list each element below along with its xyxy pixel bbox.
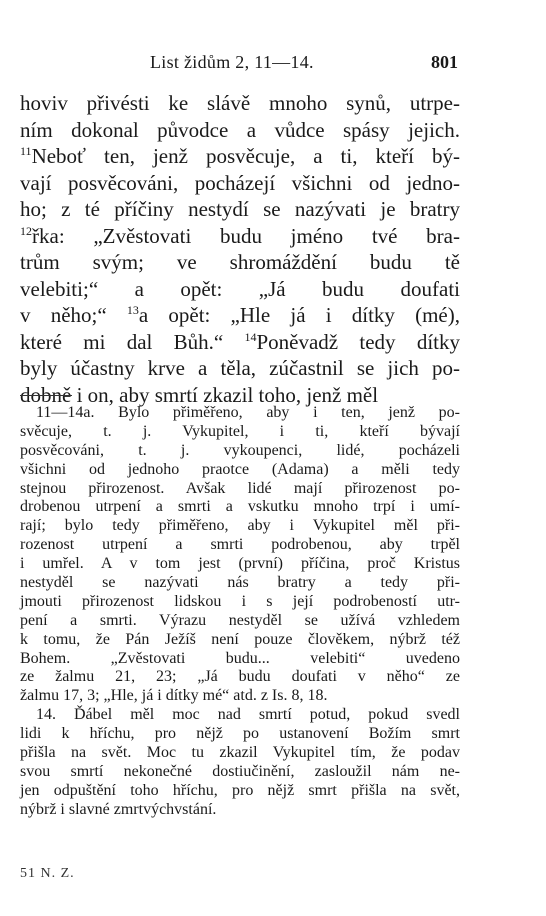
- footnote-line: lidi k hříchu, pro nějž po ustanovení Božím smrt: [20, 725, 460, 743]
- footnote-line: svěcuje, t. j. Vykupitel, i ti, kteří bývají: [20, 422, 460, 440]
- footnote-line: 11—14a. Bylo přiměřeno, aby i ten, jenž po-: [36, 404, 460, 421]
- main-text-line: velebiti;“ a opět: „Já budu doufati: [20, 276, 460, 301]
- footnote-line: drobenou utrpení a smrti a vskutku mnoho trpí i umí-: [20, 498, 460, 516]
- footnotes: [20, 404, 460, 820]
- page-header: [0, 52, 546, 74]
- main-text: [20, 90, 460, 408]
- footnote-line: pení a smrti. Výrazu nestyděl se užívá vzhledem: [20, 611, 460, 629]
- footnote-line: jen odpuštění toho hříchu, pro nějž smrt přišla na svět,: [20, 781, 460, 799]
- verse-number: 14: [244, 329, 257, 344]
- main-text-line: byly účastny krve a těla, zúčastnil se jich po-: [20, 356, 460, 380]
- footnote-line: rozenost utrpení a smrti podrobenou, aby trpěl: [20, 536, 460, 554]
- footnote-line: Bohem. „Zvěstovati budu... velebiti“ uvedeno: [20, 649, 460, 667]
- main-text-line: hoviv přivésti ke slávě mnoho synů, utrpe-: [20, 91, 460, 115]
- footnote-line: přišla na svět. Moc tu zkazil Vykupitel tím, že podav: [20, 744, 460, 762]
- main-text-line: které mi dal Bůh.“ $^{14}$Poněvadž tedy dítky: [20, 329, 461, 354]
- footnote-rule: [20, 395, 72, 396]
- main-text-line: v něho;“ $^{13}$a opět: „Hle já i dítky (mé),: [20, 303, 460, 327]
- footnote-line: svou smrtí nekonečné dostiučinění, zasloužil nám ne-: [20, 762, 460, 780]
- footnote-line: jmouti přirozenost lidskou i s její podrobeností utr-: [20, 592, 460, 610]
- verse-number: 12: [20, 223, 32, 238]
- footnote-line: žalmu 17, 3; „Hle, já i dítky mé“ atd. z Is. 8, 18.: [20, 687, 328, 705]
- main-text-line: $^{12}$řka: „Zvěstovati budu jméno tvé bra-: [20, 223, 460, 248]
- footnote-line: ze žalmu 21, 23; „Já budu doufati v něho“ ze: [20, 668, 460, 686]
- main-text-line: trům svým; ve shromáždění budu tě: [20, 250, 460, 274]
- main-text-line: vají posvěcováni, pocházejí všichni od jedno-: [20, 170, 460, 195]
- footnote-line: 14. Ďábel měl moc nad smrtí potud, pokud svedl: [36, 706, 460, 724]
- footnote-line: k tomu, že Pán Ježíš není pouze člověkem, nýbrž též: [20, 630, 460, 648]
- footnote-line: i umřel. A v tom jest (první) příčina, proč Kristus: [20, 555, 460, 573]
- footnote-line: posvěcováni, t. j. vykoupenci, lidé, pocházeli: [20, 441, 460, 459]
- footnote-line: nestyděl se nazývati nás bratry a tedy při-: [20, 574, 460, 592]
- footnote-line: rají; bylo tedy přiměřeno, aby i Vykupitel měl při-: [20, 517, 460, 535]
- footnote-line: stejnou přirozenost. Avšak lidé mají přirozenost po-: [20, 479, 460, 497]
- footnote-line: všichni od jednoho praotce (Adama) a měli tedy: [20, 460, 460, 478]
- main-text-line: ním dokonal původce a vůdce spásy jejich.: [20, 117, 460, 142]
- verse-number: 13: [126, 303, 139, 317]
- main-text-line: ho; z té příčiny nestydí se nazývati je bratry: [20, 197, 460, 221]
- verse-number: 11: [20, 144, 32, 158]
- footnote-line: nýbrž i slavné zmrtvýchvstání.: [20, 800, 217, 818]
- main-text-line: dobně i on, aby smrtí zkazil toho, jenž měl: [20, 382, 379, 407]
- printer-signature: 51 N. Z.: [20, 866, 75, 881]
- page-number: 801: [431, 52, 458, 72]
- running-head: List židům 2, 11—14.: [150, 52, 314, 72]
- main-text-line: $^{11}$Neboť ten, jenž posvěcuje, a ti, kteří bý-: [20, 144, 460, 168]
